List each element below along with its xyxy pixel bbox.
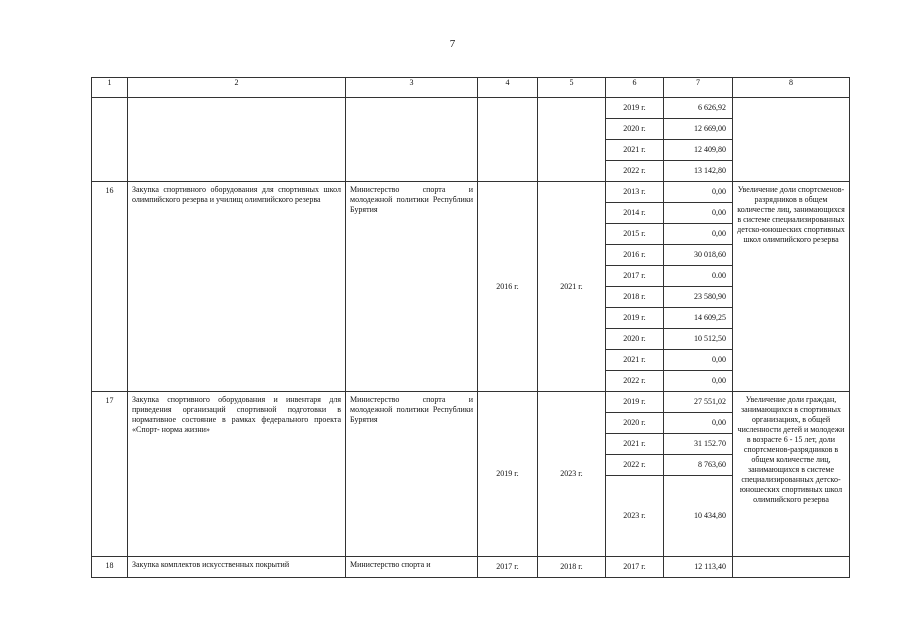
year-cell: 2020 г. — [606, 119, 664, 140]
header-cell: 1 — [92, 78, 128, 98]
table-row — [92, 392, 850, 413]
expected-result: Увеличение доли граждан, занимающихся в спортивных организациях, в общей численности детей и молодежи в возрасте 6 - 15 лет, доли спортсменов-разрядников в общем количестве лиц, занимающихся в системе специализированных детско-юношеских спортивных школ олимпийского резерва — [733, 392, 850, 557]
header-cell: 6 — [606, 78, 664, 98]
value-cell: 10 434,80 — [664, 476, 733, 557]
value-cell: 0,00 — [664, 371, 733, 392]
value-cell: 14 609,25 — [664, 308, 733, 329]
page-number: 7 — [449, 38, 456, 50]
year-cell: 2018 г. — [606, 287, 664, 308]
year-cell: 2022 г. — [606, 161, 664, 182]
year-cell: 2023 г. — [606, 476, 664, 557]
year-cell: 2017 г. — [606, 557, 664, 578]
value-cell: 12 409,80 — [664, 140, 733, 161]
empty-cell — [733, 557, 850, 578]
row-number: 18 — [92, 557, 128, 578]
value-cell: 31 152.70 — [664, 434, 733, 455]
value-cell: 0,00 — [664, 224, 733, 245]
table-row — [92, 182, 850, 203]
measure-description: Закупка комплектов искусственных покрытий — [128, 557, 346, 578]
value-cell: 0,00 — [664, 182, 733, 203]
table-row — [92, 98, 850, 119]
end-year: 2021 г. — [538, 182, 606, 392]
table-row — [92, 557, 850, 578]
year-cell: 2015 г. — [606, 224, 664, 245]
value-cell: 30 018,60 — [664, 245, 733, 266]
responsible-organization: Министерство спорта и молодежной политики Республики Бурятия — [346, 182, 478, 392]
header-row — [92, 78, 850, 98]
year-cell: 2022 г. — [606, 371, 664, 392]
value-cell: 0,00 — [664, 413, 733, 434]
header-cell: 5 — [538, 78, 606, 98]
end-year: 2023 г. — [538, 392, 606, 557]
header-cell: 4 — [478, 78, 538, 98]
value-cell: 6 626,92 — [664, 98, 733, 119]
year-cell: 2019 г. — [606, 98, 664, 119]
empty-cell — [478, 98, 538, 182]
empty-cell — [92, 98, 128, 182]
responsible-organization: Министерство спорта и молодежной политики Республики Бурятия — [346, 392, 478, 557]
value-cell: 10 512,50 — [664, 329, 733, 350]
measure-description: Закупка спортивного оборудования и инвентаря для приведения организаций спортивной подготовки в нормативное состояние в рамках федерального проекта «Спорт- норма жизни» — [128, 392, 346, 557]
year-cell: 2016 г. — [606, 245, 664, 266]
program-table — [91, 77, 850, 578]
header-cell: 2 — [128, 78, 346, 98]
start-year: 2016 г. — [478, 182, 538, 392]
year-cell: 2014 г. — [606, 203, 664, 224]
header-cell: 3 — [346, 78, 478, 98]
value-cell: 8 763,60 — [664, 455, 733, 476]
value-cell: 0,00 — [664, 350, 733, 371]
empty-cell — [538, 98, 606, 182]
value-cell: 0,00 — [664, 203, 733, 224]
empty-cell — [128, 98, 346, 182]
value-cell: 0.00 — [664, 266, 733, 287]
year-cell: 2022 г. — [606, 455, 664, 476]
start-year: 2017 г. — [478, 557, 538, 578]
end-year: 2018 г. — [538, 557, 606, 578]
empty-cell — [733, 98, 850, 182]
year-cell: 2021 г. — [606, 140, 664, 161]
year-cell: 2020 г. — [606, 413, 664, 434]
year-cell: 2021 г. — [606, 434, 664, 455]
value-cell: 12 669,00 — [664, 119, 733, 140]
header-cell: 8 — [733, 78, 850, 98]
year-cell: 2013 г. — [606, 182, 664, 203]
value-cell: 27 551,02 — [664, 392, 733, 413]
header-cell: 7 — [664, 78, 733, 98]
value-cell: 12 113,40 — [664, 557, 733, 578]
year-cell: 2019 г. — [606, 392, 664, 413]
value-cell: 13 142,80 — [664, 161, 733, 182]
year-cell: 2019 г. — [606, 308, 664, 329]
year-cell: 2020 г. — [606, 329, 664, 350]
empty-cell — [346, 98, 478, 182]
year-cell: 2021 г. — [606, 350, 664, 371]
start-year: 2019 г. — [478, 392, 538, 557]
value-cell: 23 580,90 — [664, 287, 733, 308]
row-number: 16 — [92, 182, 128, 392]
expected-result: Увеличение доли спортсменов-разрядников в общем количестве лиц, занимающихся в системе специализированных детско-юношеских спортивных школ олимпийского резерва — [733, 182, 850, 392]
measure-description: Закупка спортивного оборудования для спортивных школ олимпийского резерва и училищ олимпийского резерва — [128, 182, 346, 392]
year-cell: 2017 г. — [606, 266, 664, 287]
row-number: 17 — [92, 392, 128, 557]
responsible-organization: Министерство спорта и — [346, 557, 478, 578]
